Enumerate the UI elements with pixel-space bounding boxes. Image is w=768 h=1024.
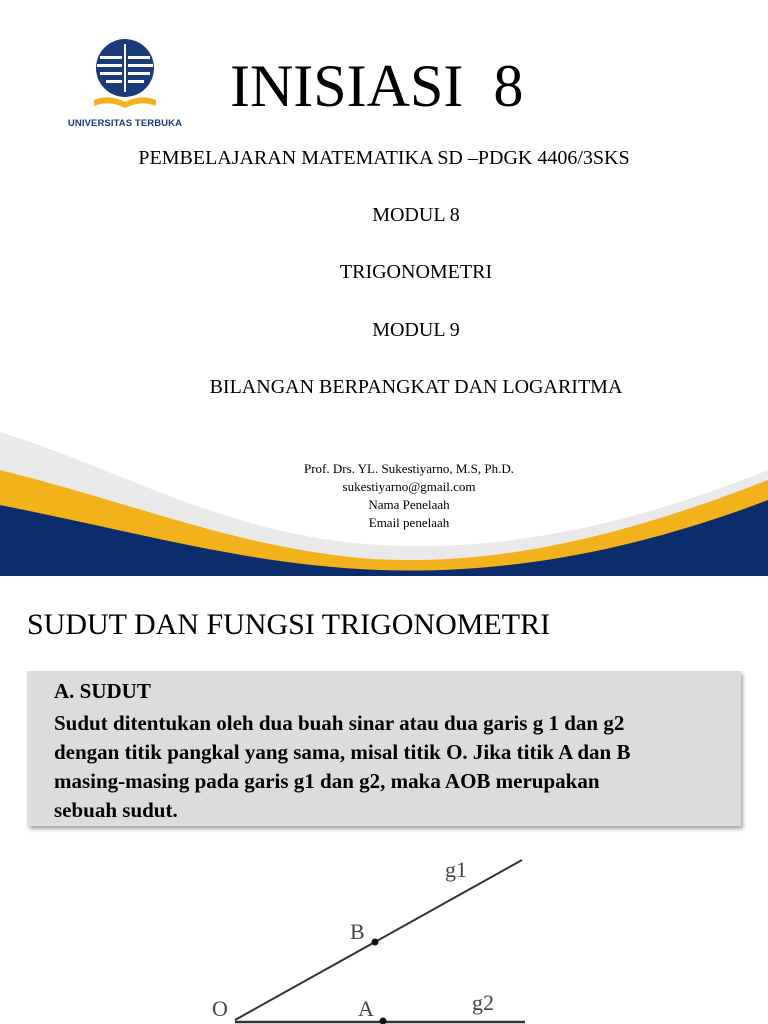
point-b [372, 939, 379, 946]
reviewer-name: Nama Penelaah [368, 497, 450, 512]
definition-title: A. SUDUT [54, 679, 151, 703]
label-b: B [350, 919, 365, 944]
definition-line: sebuah sudut. [54, 798, 178, 822]
definition-body [54, 709, 734, 825]
trigonometry-line: TRIGONOMETRI [339, 261, 493, 283]
slide-title: INISIASI 8 [230, 53, 524, 119]
definition-line: masing-masing pada garis g1 dan g2, maka AOB merupakan [54, 769, 600, 793]
course-line: PEMBELAJARAN MATEMATIKA SD –PDGK 4406/3SKS [138, 147, 630, 169]
logo-text: UNIVERSITAS TERBUKA [67, 118, 183, 129]
point-a [380, 1018, 387, 1024]
label-g2: g2 [472, 990, 494, 1015]
exponent-log-line: BILANGAN BERPANGKAT DAN LOGARITMA [209, 376, 623, 398]
label-a: A [358, 996, 374, 1021]
author-name: Prof. Drs. YL. Sukestiyarno, M.S, Ph.D. [303, 461, 515, 476]
definition-box [27, 671, 741, 826]
definition-line: Sudut ditentukan oleh dua buah sinar atau dua garis g 1 dan g2 [54, 711, 625, 735]
logo-emblem-icon [92, 38, 158, 116]
label-g1: g1 [445, 857, 467, 882]
angle-diagram [0, 840, 768, 1024]
module-8-line: MODUL 8 [372, 204, 460, 226]
definition-line: dengan titik pangkal yang sama, misal titik O. Jika titik A dan B [54, 740, 631, 764]
university-logo [60, 38, 190, 130]
label-o: O [212, 996, 228, 1021]
section-heading: SUDUT DAN FUNGSI TRIGONOMETRI [27, 608, 551, 641]
author-email: sukestiyarno@gmail.com [342, 479, 476, 494]
reviewer-email: Email penelaah [368, 515, 450, 530]
module-9-line: MODUL 9 [372, 319, 460, 341]
author-block [0, 460, 768, 532]
slide-gap [0, 576, 768, 594]
